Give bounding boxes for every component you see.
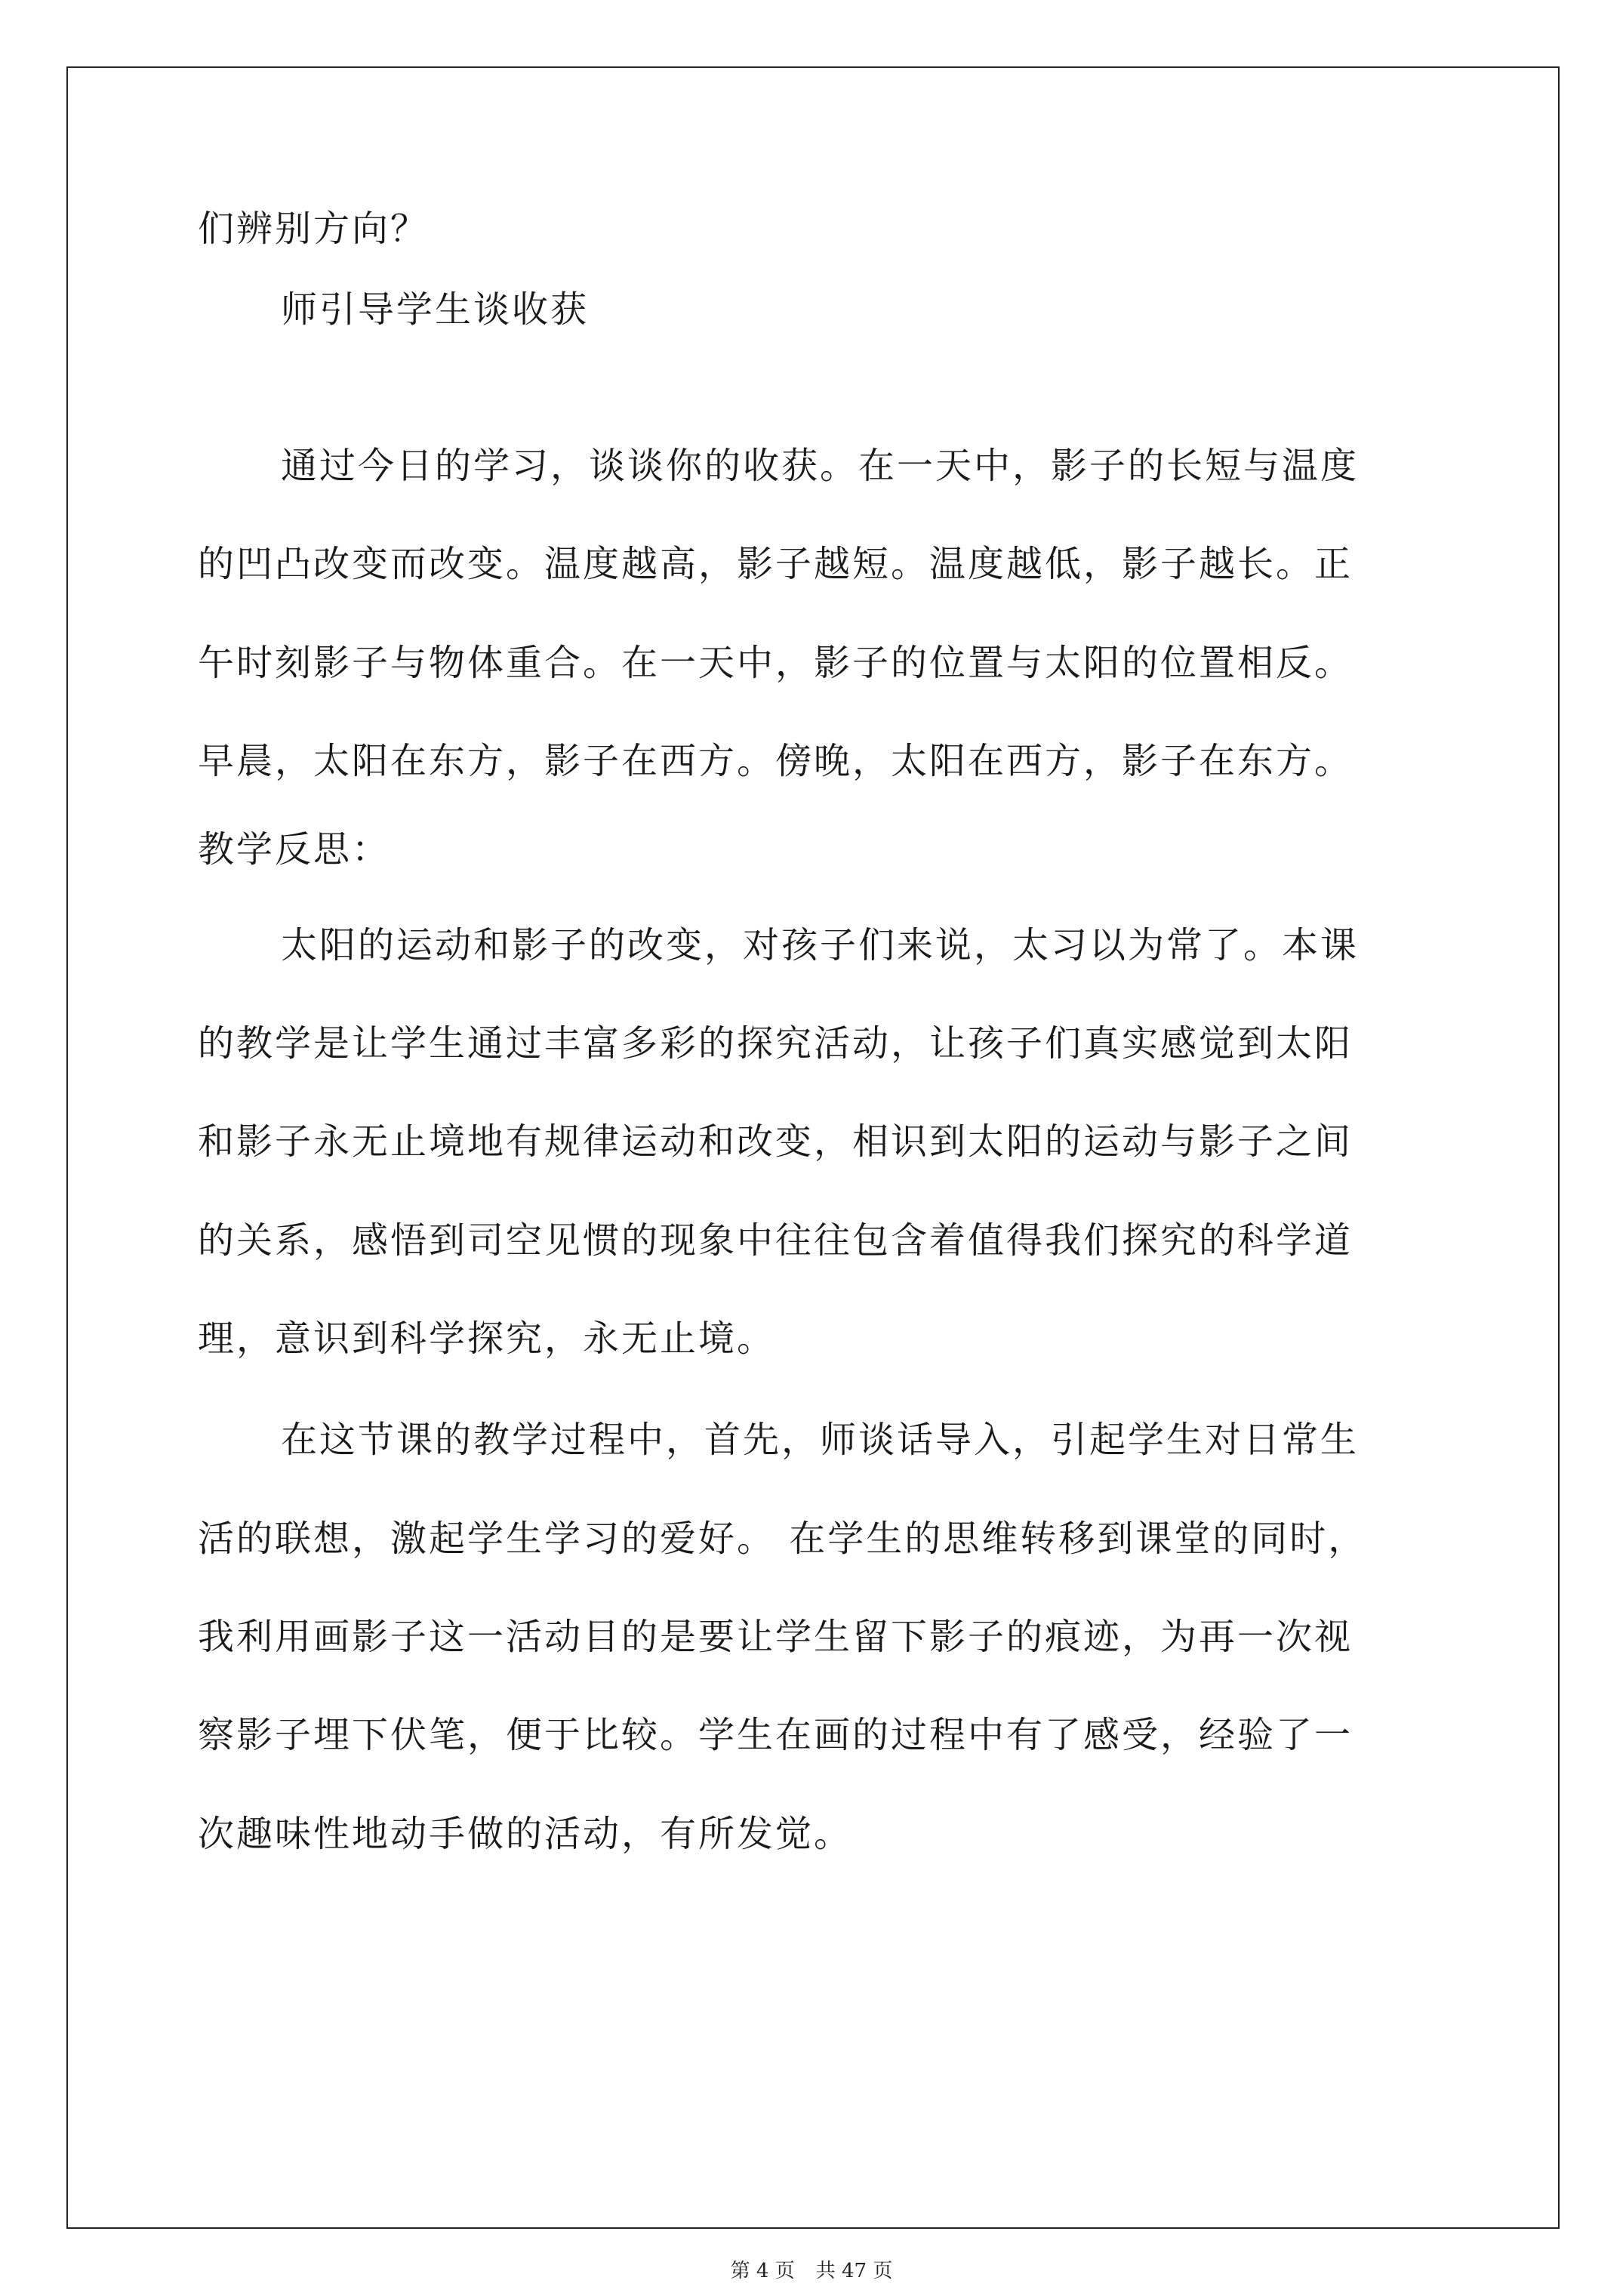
text-line: 在这节课的教学过程中，首先，师谈话导入，引起学生对日常生 <box>281 1419 1360 1461</box>
text-line: 的教学是让学生通过丰富多彩的探究活动，让孩子们真实感觉到太阳 <box>198 1022 1354 1065</box>
text-line: 通过今日的学习，谈谈你的收获。在一天中，影子的长短与温度 <box>281 445 1360 487</box>
text-line: 太阳的运动和影子的改变，对孩子们来说，太习以为常了。本课 <box>281 924 1360 966</box>
page-footer <box>0 2257 1623 2285</box>
section-heading: 教学反思： <box>198 828 391 871</box>
page-number: 第 4 页 <box>730 2260 795 2282</box>
text-line: 们辨别方向？ <box>198 208 430 250</box>
text-line: 察影子埋下伏笔，便于比较。学生在画的过程中有了感受，经验了一 <box>198 1714 1354 1756</box>
text-line: 早晨，太阳在东方，影子在西方。傍晚，太阳在西方，影子在东方。 <box>198 740 1354 782</box>
text-line: 我利用画影子这一活动目的是要让学生留下影子的痕迹，为再一次视 <box>198 1616 1354 1658</box>
text-line: 理，意识到科学探究，永无止境。 <box>198 1318 776 1360</box>
text-line: 和影子永无止境地有规律运动和改变，相识到太阳的运动与影子之间 <box>198 1120 1354 1163</box>
text-line: 次趣味性地动手做的活动，有所发觉。 <box>198 1813 853 1855</box>
page-total: 共 47 页 <box>815 2260 893 2282</box>
text-line: 活的联想，激起学生学习的爱好。 在学生的思维转移到课堂的同时， <box>198 1518 1367 1560</box>
text-line: 午时刻影子与物体重合。在一天中，影子的位置与太阳的位置相反。 <box>198 642 1354 684</box>
text-line: 的凹凸改变而改变。温度越高，影子越短。温度越低，影子越长。正 <box>198 543 1354 585</box>
text-line: 师引导学生谈收获 <box>281 288 590 331</box>
text-line: 的关系，感悟到司空见惯的现象中往往包含着值得我们探究的科学道 <box>198 1219 1354 1262</box>
